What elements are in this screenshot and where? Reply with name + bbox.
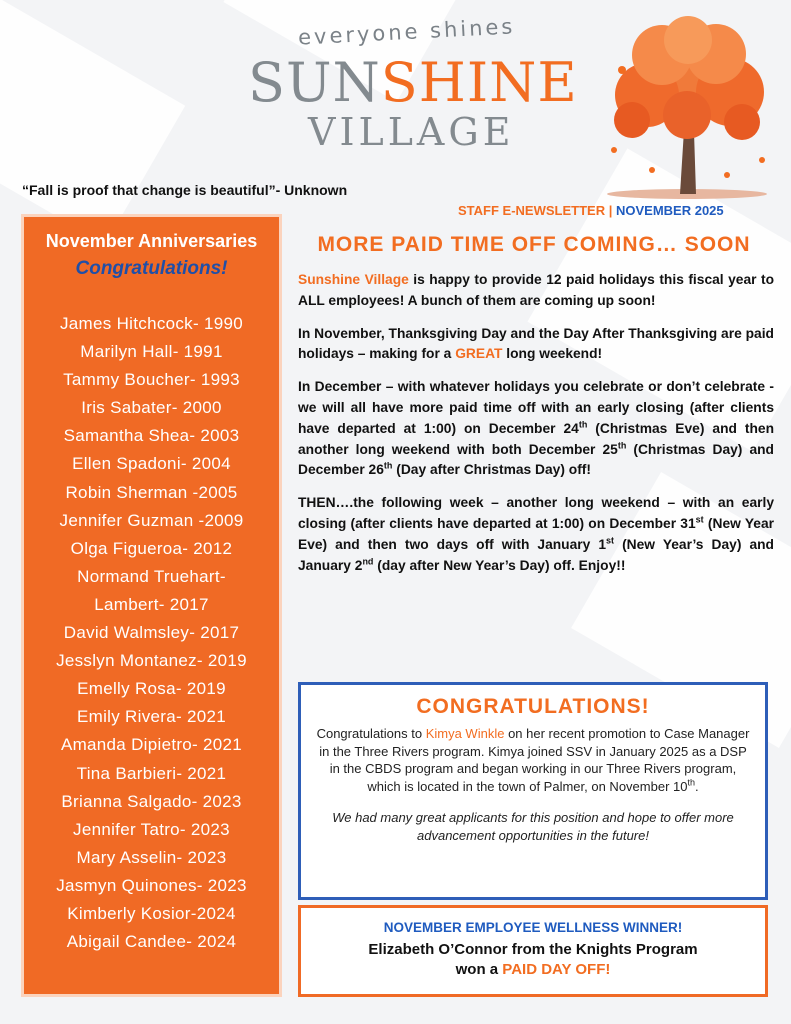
paragraph-text: Congratulations to [316,726,426,741]
list-item: Marilyn Hall- 1991 [80,342,223,362]
list-item: Ellen Spadoni- 2004 [72,454,231,474]
logo-shine: SHINE [380,51,578,114]
newsletter-label [458,203,724,218]
list-item: Jennifer Tatro- 2023 [73,819,230,839]
list-item: Mary Asselin- 2023 [76,847,227,867]
ordinal-suffix: th [617,439,627,450]
list-item: Samantha Shea- 2003 [63,426,240,446]
list-item: Normand Truehart- [77,566,226,586]
congratulations-title: CONGRATULATIONS! [416,695,650,718]
ordinal-suffix: th [578,419,588,430]
wellness-winner-name: Elizabeth O’Connor from the Knights Program [368,941,698,958]
article-paragraph [298,493,774,576]
paragraph-text: is happy to provide 12 paid holidays this fiscal year to ALL employees! A bunch of them are coming up soon! [298,272,774,308]
list-item: Emily Rivera- 2021 [76,707,226,727]
list-item: Jennifer Guzman -2009 [59,510,244,530]
sidebar-subtitle: Congratulations! [75,258,228,279]
article-paragraph [298,270,774,312]
newsletter-label-text: STAFF E-NEWSLETTER [458,203,606,218]
ordinal-suffix: th [383,460,393,471]
congratulations-body [313,725,753,795]
list-item: Jasmyn Quinones- 2023 [56,875,247,895]
paragraph-text: (Christmas Day) and December 26 [298,441,774,478]
ordinal-suffix: th [687,777,695,788]
paragraph-text: . [695,778,699,794]
wellness-title: NOVEMBER EMPLOYEE WELLNESS WINNER! [383,920,683,935]
list-item: Emelly Rosa- 2019 [77,679,226,699]
paragraph-text: won a [455,961,503,978]
newsletter-label-separator: | [608,203,613,218]
list-item: Lambert- 2017 [94,594,209,614]
list-item: Kimberly Kosior-2024 [67,903,236,923]
paragraph-text: long weekend! [502,346,603,362]
list-item: David Walmsley- 2017 [63,623,240,643]
paragraph-text: (Christmas Eve) and then another long weekend with both December 25 [298,420,774,457]
paragraph-text: (day after New Year’s Day) off. Enjoy!! [373,557,626,573]
anniversary-list [24,310,279,956]
paragraph-text: (Day after Christmas Day) off! [392,462,591,478]
header-quote: “Fall is proof that change is beautiful”- Unknown [22,182,348,198]
list-item: Abigail Candee- 2024 [66,932,237,952]
promoted-name: Kimya Winkle [425,726,505,741]
logo-wordmark [248,51,578,114]
paragraph-text: In November, Thanksgiving Day and the Day After Thanksgiving are paid holidays – making for a [298,325,774,362]
article-paragraph [298,377,774,481]
article-headline: MORE PAID TIME OFF COMING… SOON [317,233,751,256]
congratulations-note: We had many great applicants for this position and hope to offer more advancement opportunities in the future! [332,810,734,843]
ordinal-suffix: st [695,514,704,525]
background-shape [0,0,185,244]
wellness-prize [301,961,765,978]
article-paragraph [298,324,774,366]
paragraph-text: on her recent promotion to Case Manager in the Three Rivers program. Kimya joined SSV in January 2025 as a DSP in the CBDS program and began working in our Three Rivers program, which is located in the town of Palmer, on November 10 [319,726,750,794]
list-item: Olga Figueroa- 2012 [70,538,233,558]
anniversaries-sidebar [21,214,282,997]
list-item: Robin Sherman -2005 [65,482,238,502]
ordinal-suffix: st [606,535,615,546]
list-item: Jesslyn Montanez- 2019 [56,651,247,671]
newsletter-month: NOVEMBER 2025 [615,203,724,218]
org-name-highlight: Sunshine Village [298,272,409,287]
sidebar-title: November Anniversaries [45,231,258,251]
list-item: Brianna Salgado- 2023 [61,791,242,811]
list-item: Amanda Dipietro- 2021 [60,735,243,755]
congratulations-box [298,682,768,900]
paragraph-text: (New Year Eve) and then two days off with January 1 [298,515,774,552]
paragraph-text: (New Year’s Day) and January 2 [298,536,774,573]
list-item: Iris Sabater- 2000 [81,398,222,418]
list-item: Tammy Boucher- 1993 [63,370,240,390]
wellness-winner-box [298,905,768,997]
paragraph-text: THEN….the following week – another long weekend – with an early closing (after clients have departed at 1:00) on December 31 [298,495,774,531]
paragraph-text: In December – with whatever holidays you celebrate or don’t celebrate - we will all have more paid time off with an early closing (after clients have departed at 1:00) on December 24 [298,379,774,436]
logo-sun: SUN [248,51,381,114]
list-item: Tina Barbieri- 2021 [76,763,227,783]
logo-tagline: everyone shines [297,14,516,50]
prize-highlight: PAID DAY OFF! [502,961,611,978]
ordinal-suffix: nd [362,555,374,566]
great-highlight: GREAT [455,346,503,362]
logo-village: VILLAGE [308,110,515,154]
list-item: James Hitchcock- 1990 [60,314,243,333]
autumn-tree-icon [592,10,782,202]
article-body [298,270,774,588]
